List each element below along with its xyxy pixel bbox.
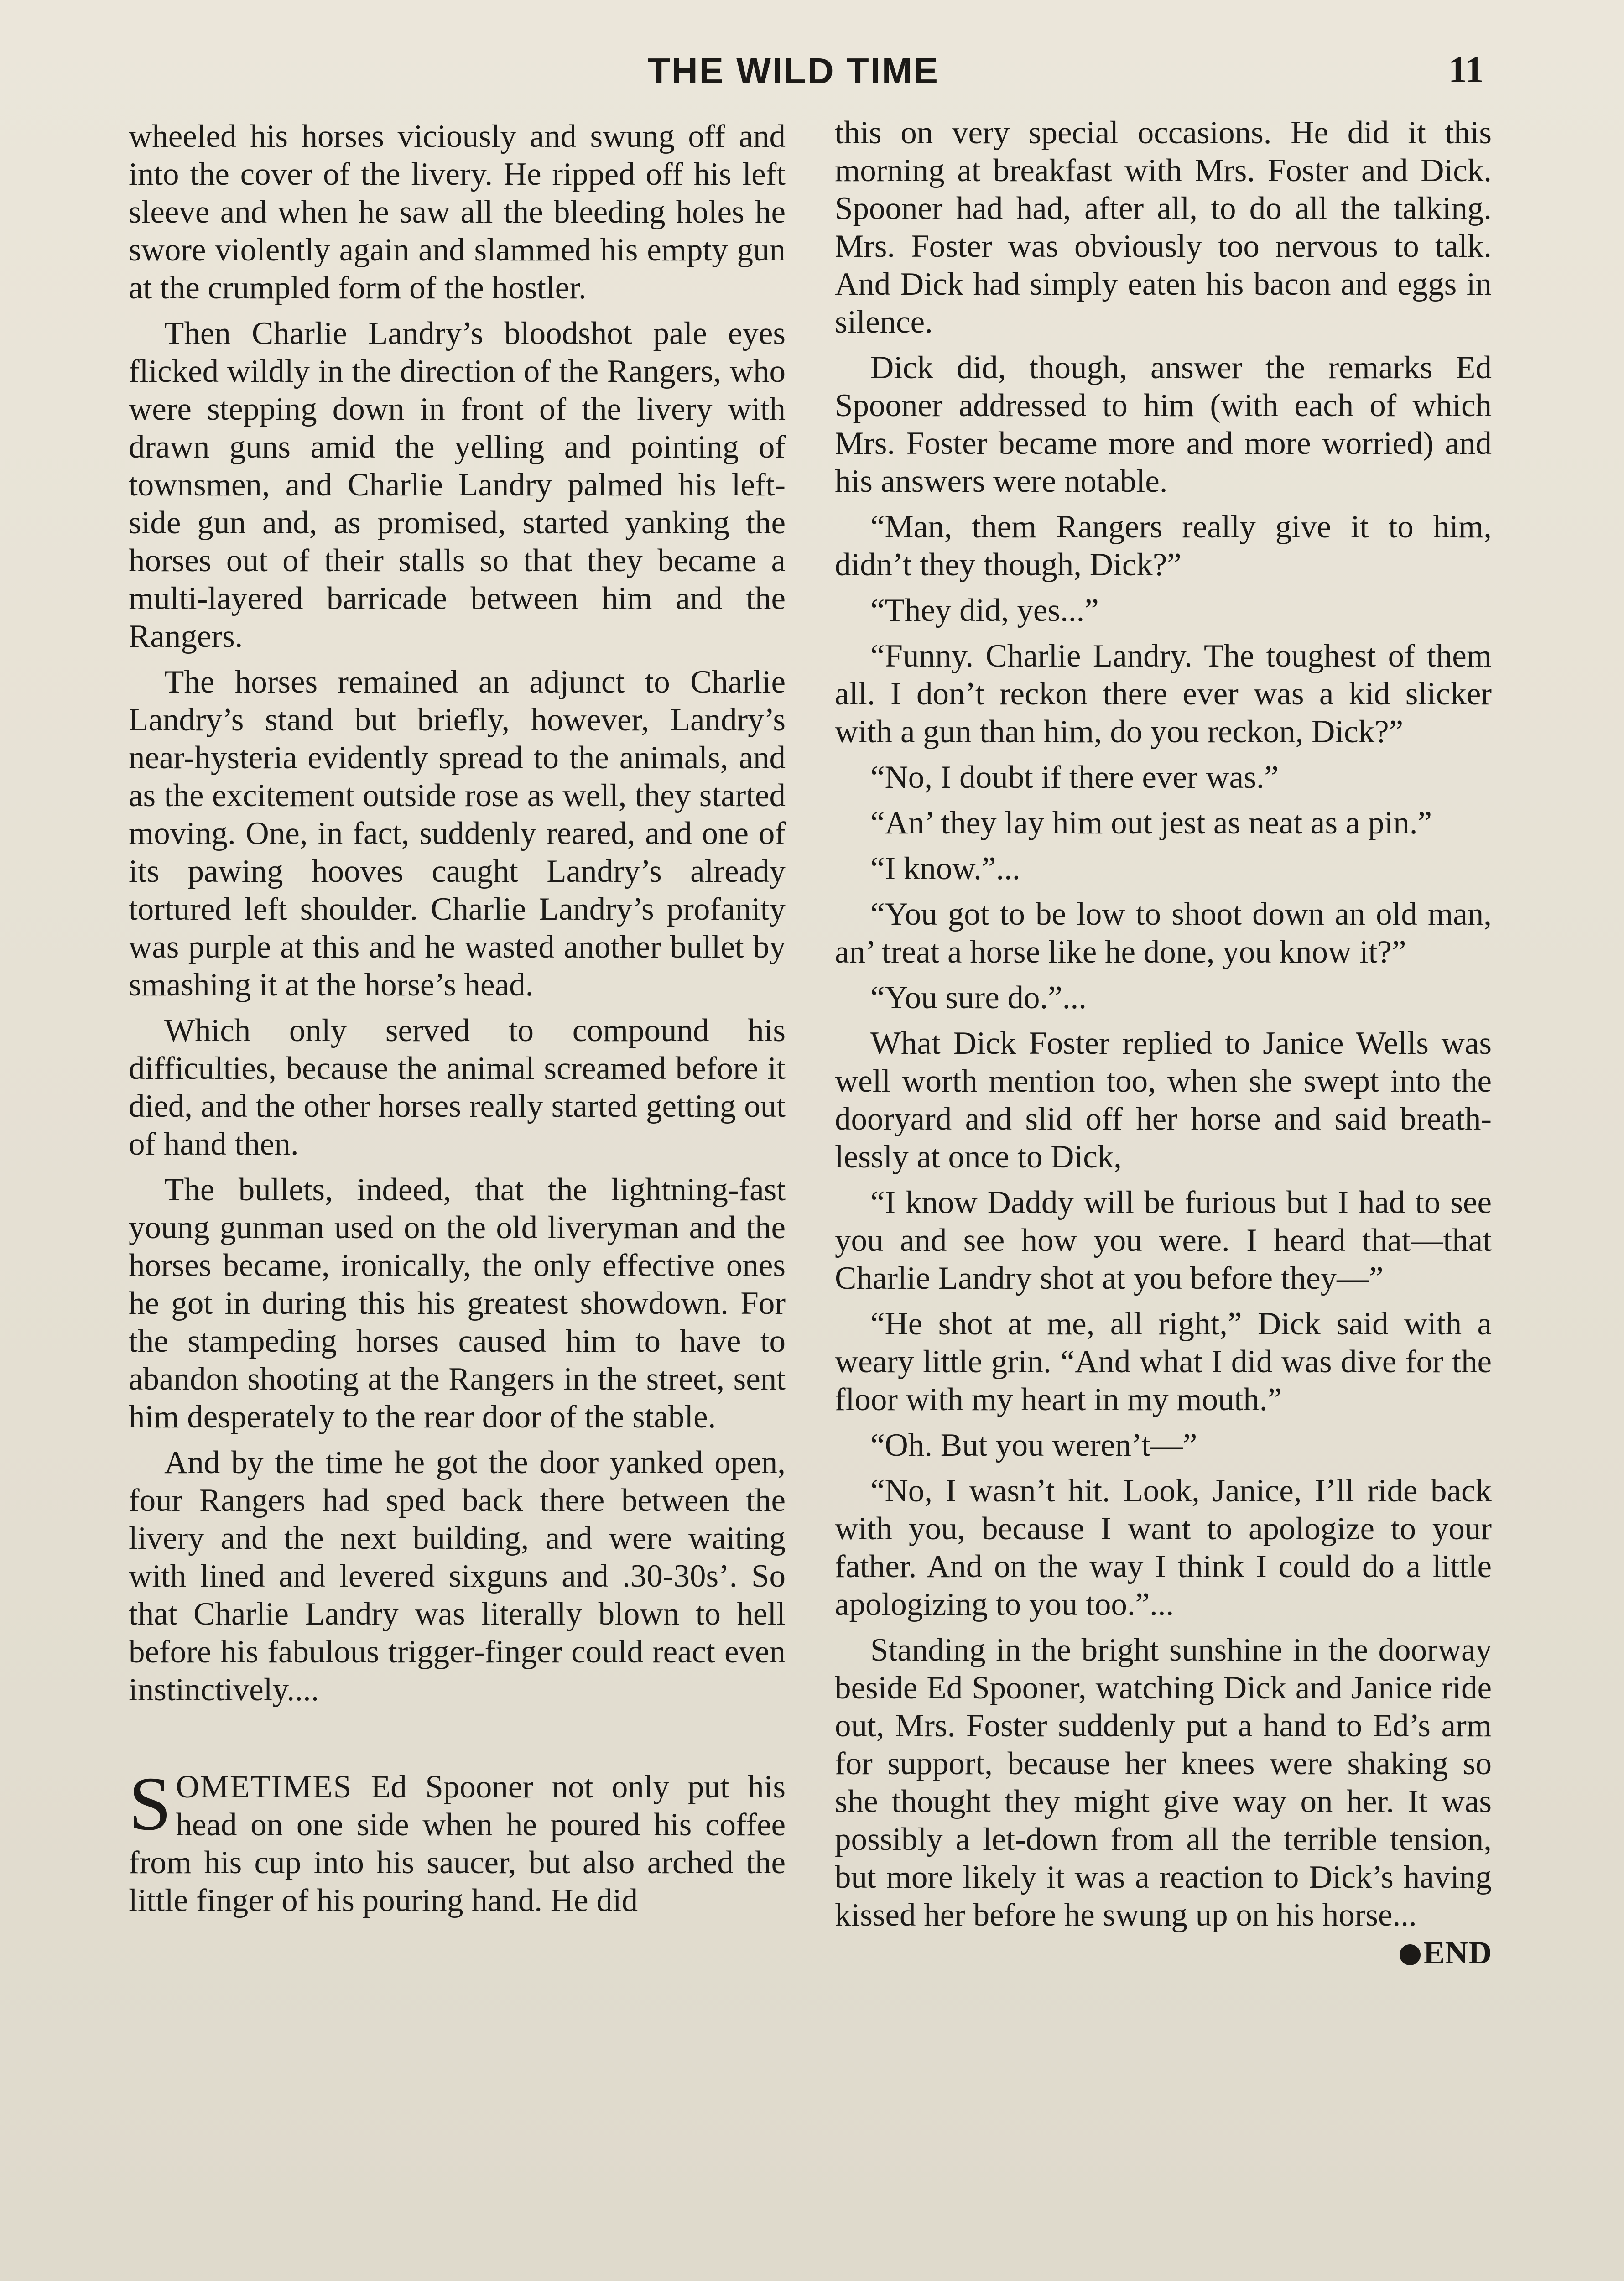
right-column — [835, 114, 1492, 2281]
dialogue-line: “An’ they lay him out jest as neat as a pin.” — [870, 805, 1432, 841]
paragraph: The horses remained an adjunct to Charlie Landry’s stand but briefly, however, Landry’s near-hysteria evidently spread to the animals, and as the excitement outside rose as well, they started moving. One, in fact, suddenly reared, and one of its pawing hooves caught Landry’s already tortured left shoulder. Charlie Landry’s profanity was purple at this and he wasted another bullet by smashing it at the horse’s head. — [129, 664, 786, 1003]
dialogue-line: “He shot at me, all right,” Dick said with a weary little grin. “And what I did was dive for the floor with my heart in my mouth.” — [835, 1306, 1492, 1417]
dialogue-line: “I know Daddy will be furious but I had to see you and see how you were. I heard that—that Charlie Landry shot at you before they—” — [835, 1185, 1492, 1296]
dialogue-line: “Man, them Rangers really give it to him, didn’t they though, Dick?” — [835, 509, 1492, 583]
dialogue-line: “They did, yes...” — [870, 593, 1099, 628]
dialogue-line: “No, I doubt if there ever was.” — [870, 760, 1279, 795]
section-opening-paragraph — [129, 1761, 786, 1920]
bullet-dot-icon — [1400, 1944, 1421, 1965]
section-text: Ed Spooner not only put his head on one side when he poured his coffee from his cup into his saucer, but also arched the little finger of his pouring hand. He did — [129, 1769, 786, 1918]
page-number: 11 — [1448, 49, 1484, 90]
paragraph: wheeled his horses viciously and swung off and into the cover of the livery. He ripped off his left sleeve and when he saw all the bleeding holes he swore violently again and slammed his empty gun at the crumpled form of the hostler. — [129, 119, 786, 306]
paragraph: this on very special occasions. He did it this morning at breakfast with Mrs. Foster and Dick. Spooner had had, after all, to do all the talking. Mrs. Foster was obviously too nervous to talk. And Dick had simply eaten his bacon and eggs in silence. — [835, 115, 1492, 340]
paragraph: And by the time he got the door yanked open, four Rangers had sped back there between the livery and the next building, and were waiting with lined and levered sixguns and .30-30s’. So that Charlie Landry was literally blown to hell before his fabulous trigger-finger could react even instinctively.... — [129, 1445, 786, 1708]
paragraph: Dick did, though, answer the remarks Ed Spooner addressed to him (with each of which Mrs. Foster became more and more worried) and his answers were notable. — [835, 350, 1492, 499]
drop-cap: S — [129, 1761, 172, 1846]
running-head — [0, 50, 1624, 100]
dialogue-line: “Funny. Charlie Landry. The toughest of them all. I don’t reckon there ever was a kid slicker with a gun than him, do you reckon, Dick?” — [835, 638, 1492, 750]
paragraph: Then Charlie Landry’s bloodshot pale eyes flicked wildly in the direction of the Rangers, who were stepping down in front of the livery with drawn guns amid the yelling and pointing of townsmen, and Charlie Landry palmed his left-side gun and, as promised, started yanking the horses out of their stalls so that they became a multi-layered barricade between him and the Rangers. — [129, 316, 786, 654]
left-column — [129, 118, 786, 2281]
final-paragraph-text: Standing in the bright sunshine in the doorway beside Ed Spooner, watching Dick and Janice ride out, Mrs. Foster suddenly put a hand to Ed’s arm for support, because her knees were shaking so she thought they might give way on her. It was possibly a let-down from all the terrible tension, but more likely it was a reaction to Dick’s having kissed her before he swung up on his horse... — [835, 1632, 1492, 1933]
final-paragraph — [835, 1631, 1492, 1971]
paragraph: What Dick Foster replied to Janice Wells was well worth mention too, when she swept into the dooryard and slid off her horse and said breathlessly at once to Dick, — [835, 1026, 1492, 1175]
paragraph: The bullets, indeed, that the lightning-fast young gunman used on the old liveryman and the horses became, ironically, the only effective ones he got in during this his greatest showdown. For the stampeding horses caused him to have to abandon shooting at the Rangers in the street, sent him desperately to the rear door of the stable. — [129, 1172, 786, 1435]
dialogue-line: “I know.”... — [870, 851, 1020, 886]
end-label: END — [1423, 1935, 1492, 1971]
dialogue-line: “You sure do.”... — [870, 980, 1087, 1016]
paragraph: Which only served to compound his difficulties, because the animal screamed before it died, and the other horses really started getting out of hand then. — [129, 1013, 786, 1162]
dialogue-line: “You got to be low to shoot down an old man, an’ treat a horse like he done, you know it?” — [835, 896, 1492, 970]
dialogue-line: “No, I wasn’t hit. Look, Janice, I’ll ride back with you, because I want to apologize to your father. And on the way I think I could do a little apologizing to you too.”... — [835, 1473, 1492, 1622]
running-title: THE WILD TIME — [648, 51, 939, 91]
dialogue-line: “Oh. But you weren’t—” — [870, 1427, 1197, 1463]
section-smallcaps: OMETIMES — [176, 1769, 353, 1805]
end-mark — [1364, 1934, 1492, 1972]
